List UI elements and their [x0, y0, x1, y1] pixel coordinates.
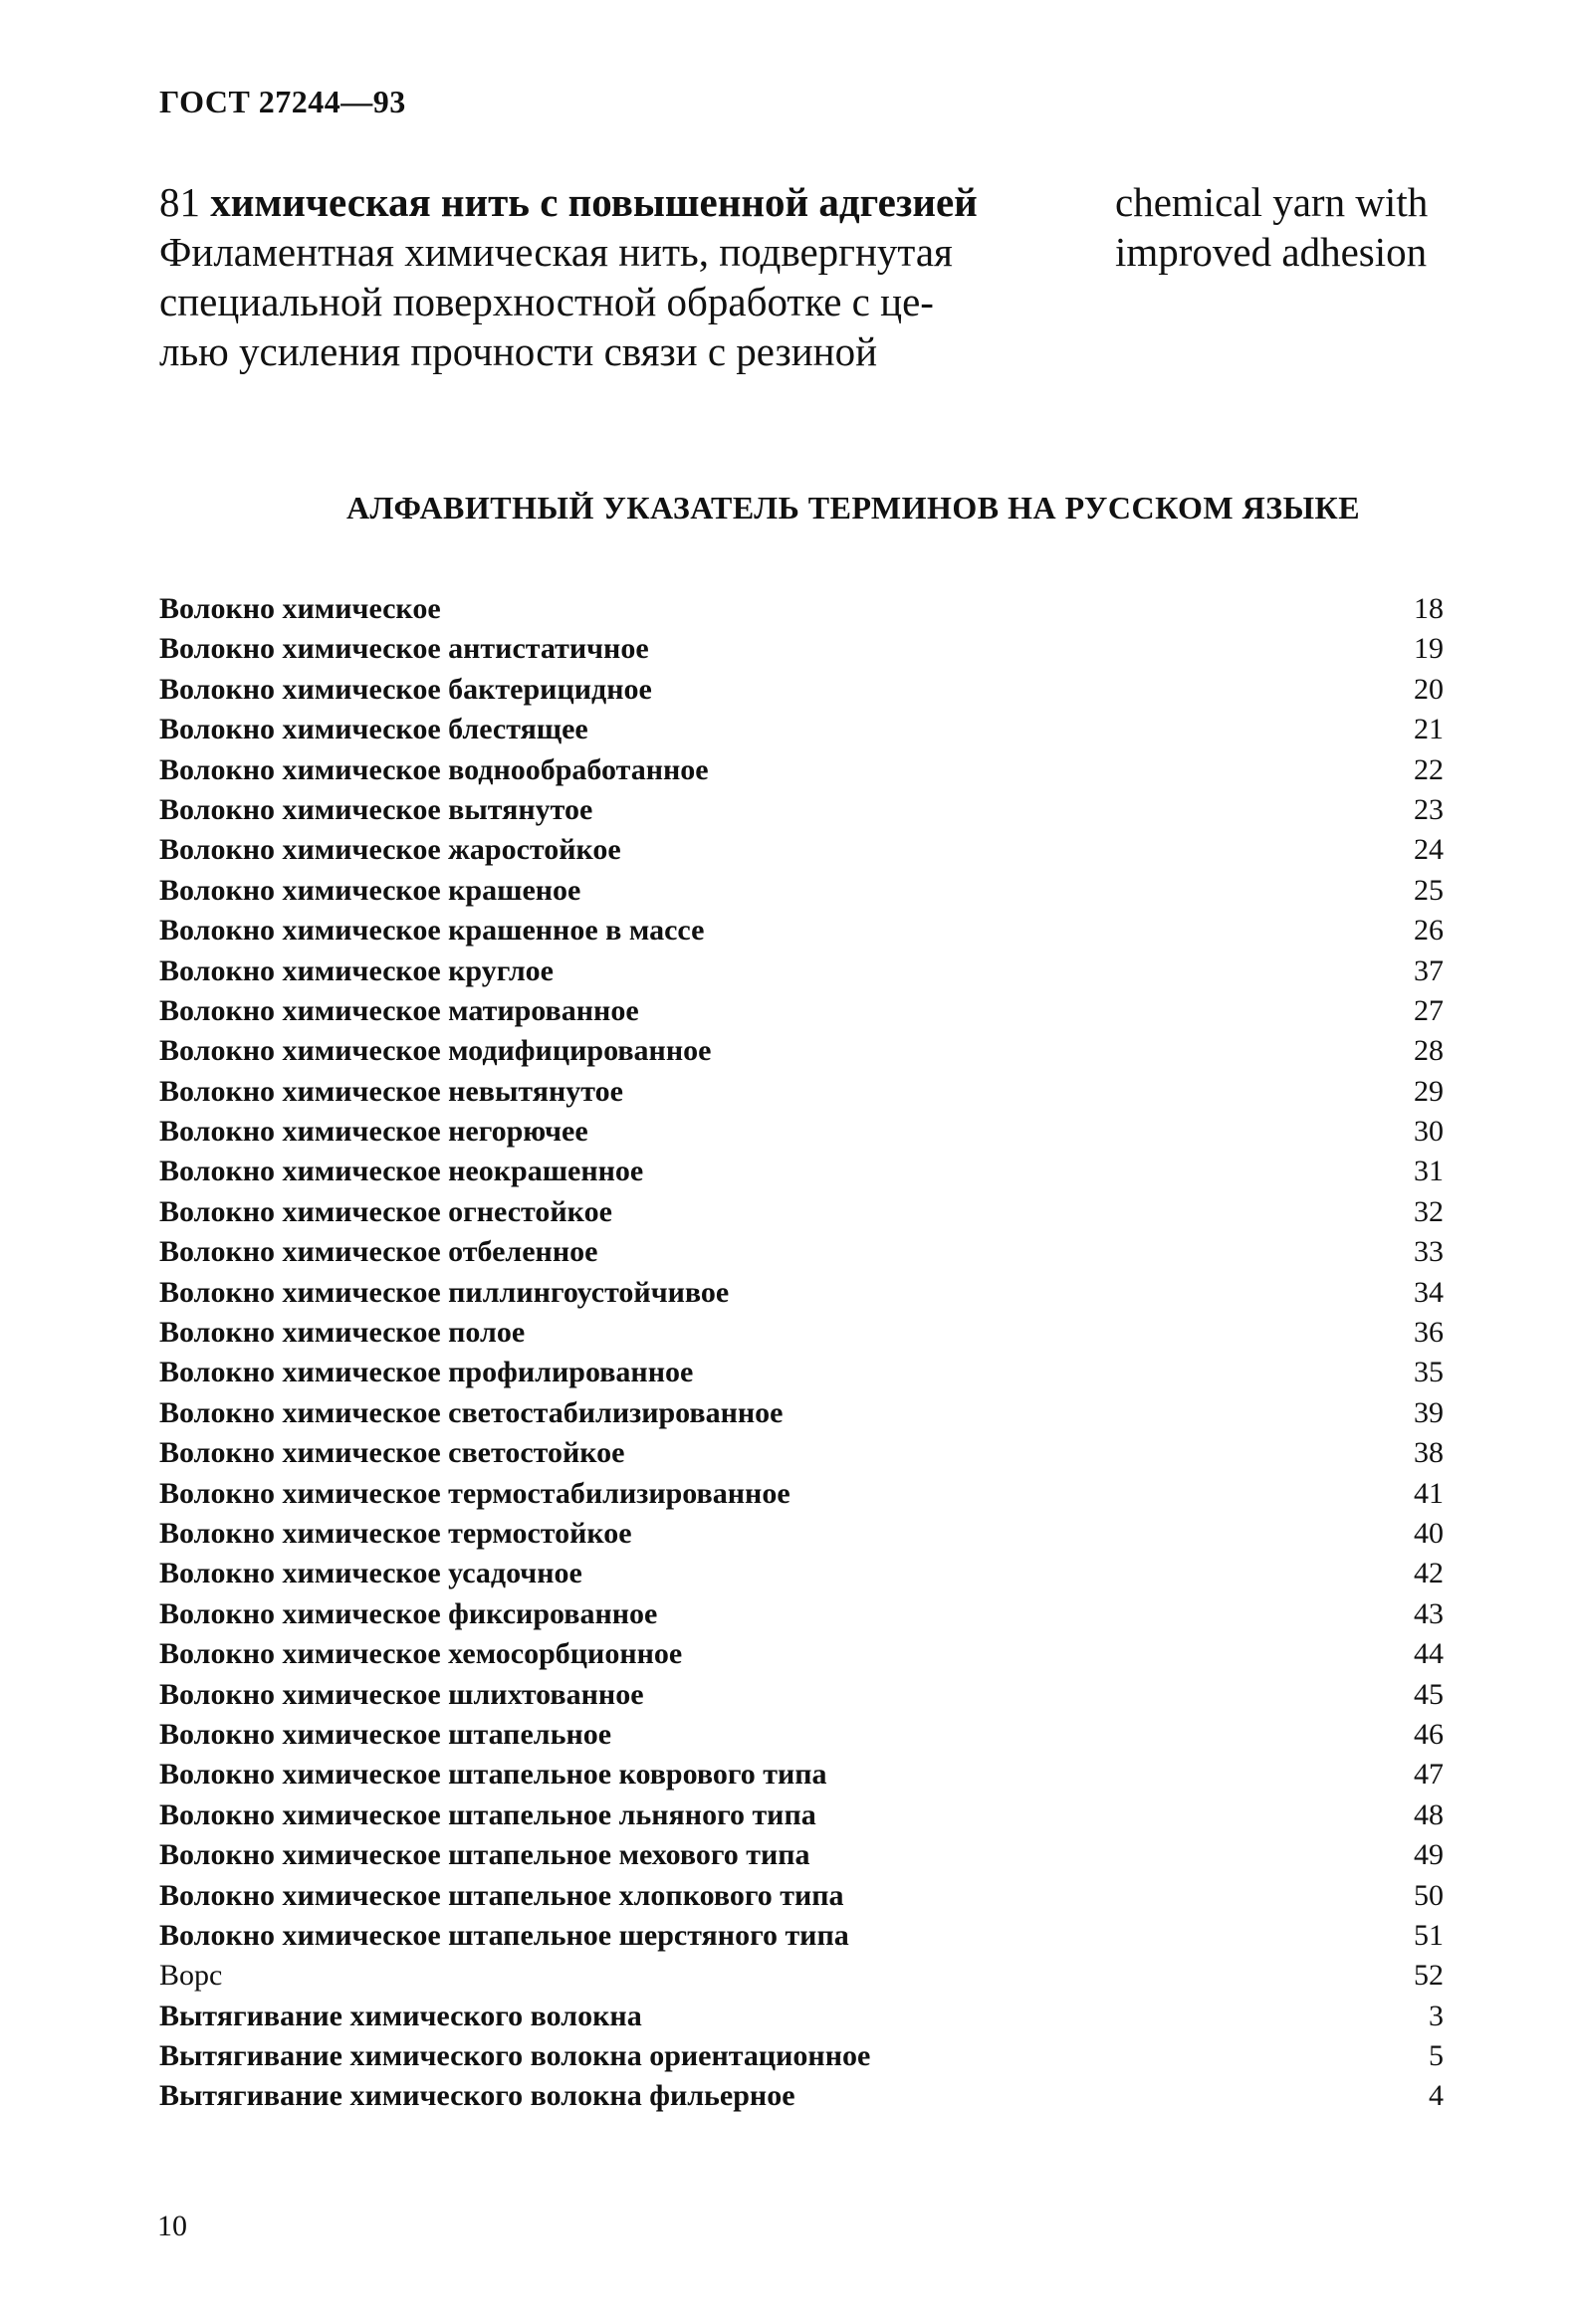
index-entry-term: Волокно химическое матированное — [159, 993, 639, 1027]
term-heading-line — [159, 177, 1085, 227]
index-entry-page: 5 — [1429, 2039, 1444, 2073]
index-entry-page: 37 — [1414, 953, 1444, 987]
index-entry-page: 4 — [1429, 2079, 1444, 2113]
index-entry — [159, 790, 1444, 830]
index-entry-term: Волокно химическое штапельное хлопкового типа — [159, 1878, 844, 1912]
index-entry-term: Волокно химическое огнестойкое — [159, 1194, 612, 1228]
term-english — [1115, 177, 1434, 277]
index-entry-term: Волокно химическое штапельное льняного типа — [159, 1797, 816, 1831]
index-entry — [159, 1353, 1444, 1392]
index-entry — [159, 1514, 1444, 1554]
index-entry-page: 44 — [1414, 1637, 1444, 1671]
index-entry-page: 28 — [1414, 1034, 1444, 1068]
index-entry-term: Волокно химическое хемосорбционное — [159, 1637, 683, 1671]
index-entry — [159, 1956, 1444, 1996]
index-entry-term: Волокно химическое вытянутое — [159, 792, 593, 826]
index-entry — [159, 1715, 1444, 1755]
index-entry-term: Волокно химическое термостойкое — [159, 1516, 632, 1550]
index-entry-term: Волокно химическое светостабилизированное — [159, 1395, 784, 1429]
index-entry — [159, 1232, 1444, 1272]
index-entry-page: 48 — [1414, 1797, 1444, 1831]
index-entry-term: Вытягивание химического волокна ориентационное — [159, 2039, 871, 2073]
index-entry-term: Волокно химическое антистатичное — [159, 632, 649, 666]
index-entry-term: Ворс — [159, 1959, 223, 1993]
index-entry-page: 23 — [1414, 792, 1444, 826]
term-name-en-line: chemical yarn with — [1115, 179, 1429, 225]
index-entry-page: 20 — [1414, 672, 1444, 706]
index-entry — [159, 589, 1444, 629]
index-entry-term: Волокно химическое жаростойкое — [159, 833, 621, 867]
index-entry-page: 47 — [1414, 1758, 1444, 1792]
index-entry — [159, 871, 1444, 911]
index-entry-term: Волокно химическое воднообработанное — [159, 752, 709, 786]
index-entry-page: 19 — [1414, 632, 1444, 666]
index-entry — [159, 1031, 1444, 1071]
index-entry-term: Волокно химическое штапельное мехового типа — [159, 1838, 810, 1872]
index-entry-term: Волокно химическое крашеное — [159, 873, 581, 907]
index-entry — [159, 1474, 1444, 1514]
index-entry-page: 43 — [1414, 1596, 1444, 1630]
index-entry-term: Волокно химическое штапельное — [159, 1717, 612, 1751]
index-entry-term: Волокно химическое блестящее — [159, 713, 588, 746]
index-entry — [159, 991, 1444, 1031]
index-entry-page: 45 — [1414, 1677, 1444, 1711]
index-entry-term: Волокно химическое штапельное шерстяного типа — [159, 1918, 849, 1952]
index-entry-page: 46 — [1414, 1717, 1444, 1751]
index-entry — [159, 1755, 1444, 1795]
index-entry — [159, 911, 1444, 951]
index-entry-term: Волокно химическое термостабилизированное — [159, 1476, 790, 1510]
index-entry-page: 31 — [1414, 1155, 1444, 1188]
index-entry-term: Волокно химическое модифицированное — [159, 1034, 712, 1068]
index-entry — [159, 1594, 1444, 1634]
index-entry-term: Волокно химическое крашенное в массе — [159, 914, 705, 948]
index-entry-page: 52 — [1414, 1959, 1444, 1993]
index-entry-page: 42 — [1414, 1557, 1444, 1590]
term-name-en-line: improved adhesion — [1115, 229, 1428, 275]
index-entry — [159, 750, 1444, 790]
index-entry-term: Волокно химическое полое — [159, 1316, 526, 1350]
index-entry — [159, 1675, 1444, 1715]
index-entry-page: 29 — [1414, 1074, 1444, 1108]
index-entry-page: 34 — [1414, 1275, 1444, 1309]
index-entry-page: 39 — [1414, 1395, 1444, 1429]
index-entry — [159, 670, 1444, 710]
term-definition-line: Филаментная химическая нить, подвергнутая — [159, 229, 953, 275]
index-entry-term: Волокно химическое профилированное — [159, 1356, 694, 1389]
standard-code-header: ГОСТ 27244—93 — [159, 84, 406, 119]
index-entry — [159, 1433, 1444, 1473]
index-entry-page: 35 — [1414, 1356, 1444, 1389]
index-entry-page: 26 — [1414, 914, 1444, 948]
index-entry-page: 38 — [1414, 1436, 1444, 1470]
index-entry — [159, 2036, 1444, 2076]
index-entry-term: Волокно химическое круглое — [159, 953, 554, 987]
index-list — [159, 589, 1444, 2117]
index-entry-page: 40 — [1414, 1516, 1444, 1550]
index-entry — [159, 1393, 1444, 1433]
index-entry — [159, 1916, 1444, 1956]
index-entry — [159, 2076, 1444, 2116]
index-entry-page: 30 — [1414, 1115, 1444, 1149]
index-entry — [159, 710, 1444, 749]
index-entry-term: Волокно химическое усадочное — [159, 1557, 582, 1590]
index-entry — [159, 1835, 1444, 1875]
term-number: 81 — [159, 179, 200, 225]
index-entry-term: Волокно химическое фиксированное — [159, 1596, 658, 1630]
index-entry — [159, 1997, 1444, 2036]
index-entry-term: Волокно химическое — [159, 592, 441, 625]
index-entry-term: Волокно химическое светостойкое — [159, 1436, 625, 1470]
index-entry-page: 32 — [1414, 1194, 1444, 1228]
index-entry — [159, 1112, 1444, 1152]
index-entry-page: 50 — [1414, 1878, 1444, 1912]
index-entry-term: Волокно химическое бактерицидное — [159, 672, 652, 706]
index-entry-page: 33 — [1414, 1235, 1444, 1269]
index-entry-term: Волокно химическое шлихтованное — [159, 1677, 644, 1711]
index-entry-page: 49 — [1414, 1838, 1444, 1872]
index-entry — [159, 830, 1444, 870]
index-entry-term: Вытягивание химического волокна — [159, 1999, 642, 2032]
index-entry — [159, 1796, 1444, 1835]
index-entry-page: 25 — [1414, 873, 1444, 907]
index-entry-term: Волокно химическое негорючее — [159, 1115, 588, 1149]
index-entry — [159, 1876, 1444, 1916]
index-entry — [159, 951, 1444, 991]
index-entry-term: Волокно химическое неокрашенное — [159, 1155, 644, 1188]
index-entry — [159, 1152, 1444, 1191]
index-entry — [159, 1313, 1444, 1353]
index-entry-page: 51 — [1414, 1918, 1444, 1952]
index-entry — [159, 1192, 1444, 1232]
index-entry — [159, 1554, 1444, 1593]
index-entry-page: 18 — [1414, 592, 1444, 625]
index-entry-page: 24 — [1414, 833, 1444, 867]
page-number: 10 — [157, 2210, 187, 2242]
index-entry — [159, 629, 1444, 669]
index-entry-term: Волокно химическое пиллингоустойчивое — [159, 1275, 730, 1309]
term-name-ru: химическая нить с повышенной адгезией — [210, 179, 978, 225]
index-entry — [159, 1273, 1444, 1313]
index-entry-page: 27 — [1414, 993, 1444, 1027]
term-definition-line: специальной поверхностной обработке с це- — [159, 279, 934, 324]
index-title: АЛФАВИТНЫЙ УКАЗАТЕЛЬ ТЕРМИНОВ НА РУССКОМ ЯЗЫКЕ — [345, 490, 1361, 526]
index-entry-page: 41 — [1414, 1476, 1444, 1510]
index-entry-page: 3 — [1429, 1999, 1444, 2032]
term-russian — [159, 177, 1085, 376]
index-entry — [159, 1072, 1444, 1112]
index-entry-term: Вытягивание химического волокна фильерное — [159, 2079, 795, 2113]
index-entry — [159, 1634, 1444, 1674]
index-entry-term: Волокно химическое отбеленное — [159, 1235, 598, 1269]
index-entry-term: Волокно химическое невытянутое — [159, 1074, 623, 1108]
index-entry-term: Волокно химическое штапельное коврового типа — [159, 1758, 827, 1792]
index-entry-page: 21 — [1414, 713, 1444, 746]
term-definition-line: лью усиления прочности связи с резиной — [159, 328, 878, 374]
index-entry-page: 22 — [1414, 752, 1444, 786]
index-entry-page: 36 — [1414, 1316, 1444, 1350]
